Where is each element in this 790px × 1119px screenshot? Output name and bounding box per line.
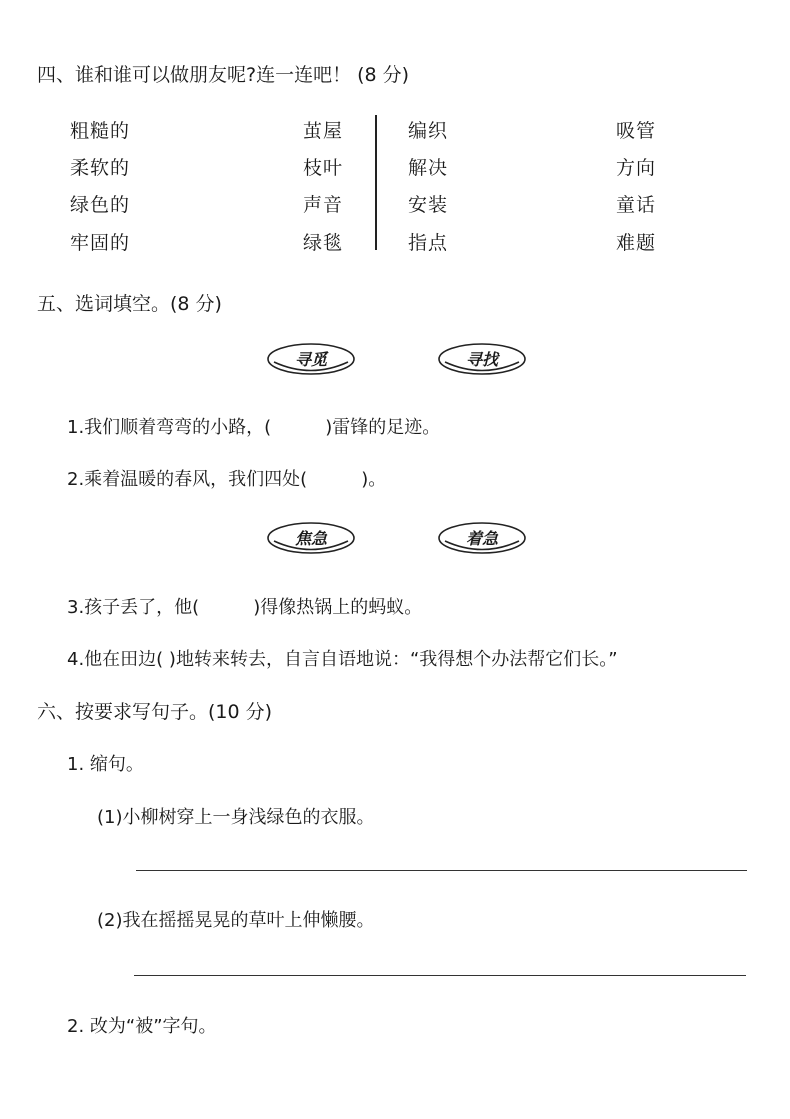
right-word-4: 指点	[408, 232, 449, 254]
right-word-3: 安装	[408, 194, 449, 216]
fill-question-3: 3.孩子丢了，他( )得像热锅上的蚂蚁。	[67, 597, 423, 618]
word-plate-xunmi	[266, 341, 356, 377]
right-match-4: 难题	[616, 232, 657, 254]
plate-label: 寻找	[465, 350, 498, 369]
word-plate-xunzhao	[437, 341, 527, 377]
fill-question-1: 1.我们顺着弯弯的小路，( )雷锋的足迹。	[67, 417, 441, 438]
fill-question-2: 2.乘着温暖的春风，我们四处( )。	[67, 469, 387, 490]
right-match-1: 吸管	[616, 120, 657, 142]
right-word-2: 解决	[408, 157, 449, 179]
left-word-4: 牢固的	[70, 232, 131, 254]
answer-line-2[interactable]	[134, 975, 746, 976]
word-plate-zhaoji	[437, 520, 527, 556]
answer-line-1[interactable]	[136, 870, 747, 871]
left-match-3: 声音	[303, 194, 344, 216]
left-match-2: 枝叶	[303, 157, 344, 179]
task-1-label: 1. 缩句。	[67, 754, 144, 775]
word-plate-jiaoji	[266, 520, 356, 556]
task-2-label: 2. 改为“被”字句。	[67, 1016, 217, 1037]
left-match-4: 绿毯	[303, 232, 344, 254]
right-word-1: 编织	[408, 120, 449, 142]
right-match-3: 童话	[616, 194, 657, 216]
left-word-3: 绿色的	[70, 194, 131, 216]
left-word-2: 柔软的	[70, 157, 131, 179]
section6-heading: 六、按要求写句子。(10 分)	[37, 701, 273, 723]
left-word-1: 粗糙的	[70, 120, 131, 142]
task-1-sentence-2: (2)我在摇摇晃晃的草叶上伸懒腰。	[97, 910, 375, 931]
right-match-2: 方向	[616, 157, 657, 179]
task-1-sentence-1: (1)小柳树穿上一身浅绿色的衣服。	[97, 807, 375, 828]
plate-label: 着急	[465, 529, 498, 548]
fill-question-4: 4.他在田边( )地转来转去，自言自语地说：“我得想个办法帮它们长。”	[67, 649, 618, 670]
matching-divider	[375, 115, 377, 250]
left-match-1: 茧屋	[303, 120, 344, 142]
plate-label: 焦急	[294, 529, 327, 548]
section4-heading: 四、谁和谁可以做朋友呢?连一连吧！ (8 分)	[37, 64, 410, 86]
plate-label: 寻觅	[294, 350, 327, 369]
section5-heading: 五、选词填空。(8 分)	[37, 293, 222, 315]
